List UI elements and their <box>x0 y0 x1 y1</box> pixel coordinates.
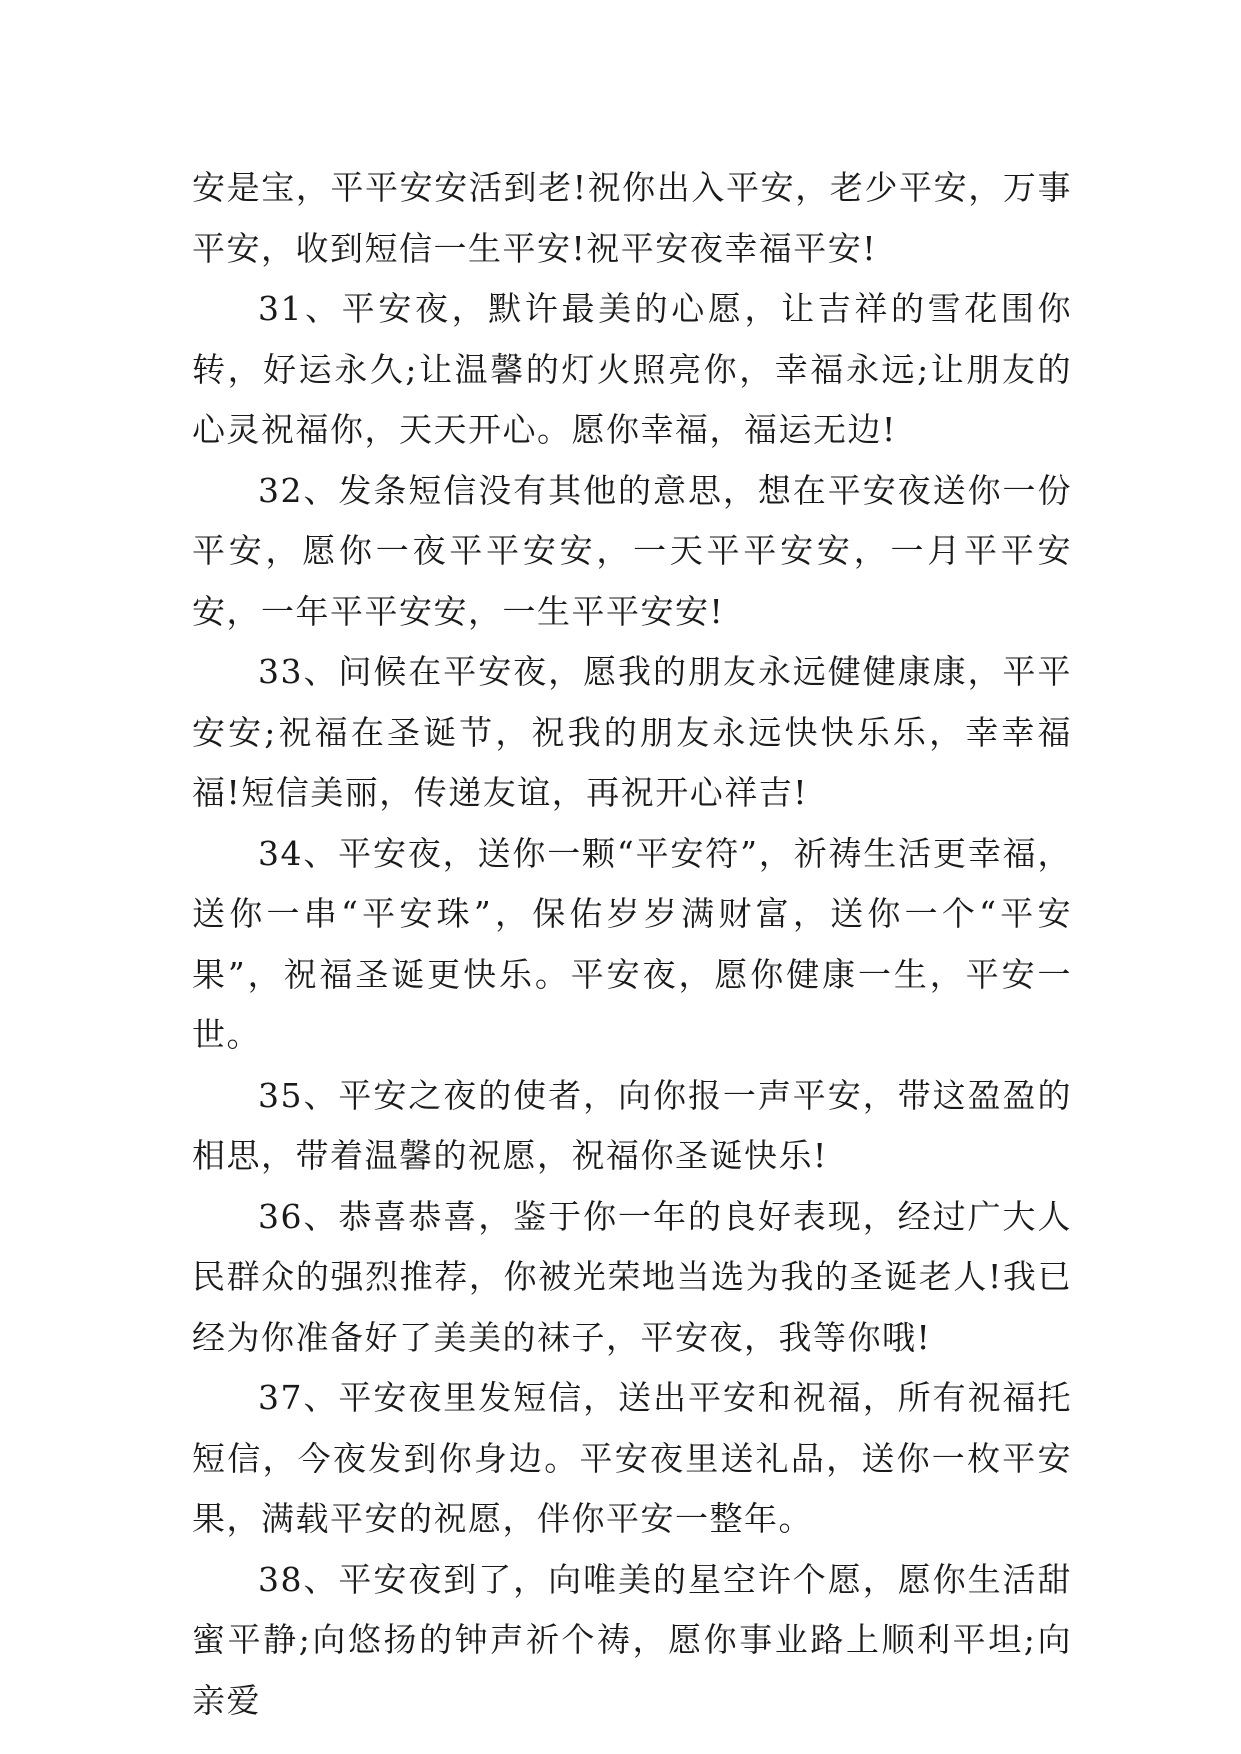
paragraph-34: 34、平安夜，送你一颗“平安符”，祈祷生活更幸福，送你一串“平安珠”，保佑岁岁满财富，送你一个“平安果”，祝福圣诞更快乐。平安夜，愿你健康一生，平安一世。 <box>192 833 1072 1054</box>
paragraph-35: 35、平安之夜的使者，向你报一声平安，带这盈盈的相思，带着温馨的祝愿，祝福你圣诞快乐! <box>192 1075 1072 1175</box>
document-body <box>192 158 1072 1731</box>
paragraph-31: 31、平安夜，默许最美的心愿，让吉祥的雪花围你转，好运永久;让温馨的灯火照亮你，幸福永远;让朋友的心灵祝福你，天天开心。愿你幸福，福运无边! <box>192 289 1072 449</box>
paragraph-32: 32、发条短信没有其他的意思，想在平安夜送你一份平安，愿你一夜平平安安，一天平平安安，一月平平安安，一年平平安安，一生平平安安! <box>192 470 1072 631</box>
paragraph-38: 38、平安夜到了，向唯美的星空许个愿，愿你生活甜蜜平静;向悠扬的钟声祈个祷，愿你事业路上顺利平坦;向亲爱 <box>192 1559 1072 1720</box>
paragraph-37: 37、平安夜里发短信，送出平安和祝福，所有祝福托短信，今夜发到你身边。平安夜里送礼品，送你一枚平安果，满载平安的祝愿，伴你平安一整年。 <box>192 1378 1072 1538</box>
paragraph-33: 33、问候在平安夜，愿我的朋友永远健健康康，平平安安;祝福在圣诞节，祝我的朋友永远快快乐乐，幸幸福福!短信美丽，传递友谊，再祝开心祥吉! <box>192 652 1072 812</box>
paragraph-continuation: 安是宝，平平安安活到老!祝你出入平安，老少平安，万事平安，收到短信一生平安!祝平安夜幸福平安! <box>192 168 1072 268</box>
paragraph-36: 36、恭喜恭喜，鉴于你一年的良好表现，经过广大人民群众的强烈推荐，你被光荣地当选为我的圣诞老人!我已经为你准备好了美美的袜子，平安夜，我等你哦! <box>192 1196 1072 1357</box>
